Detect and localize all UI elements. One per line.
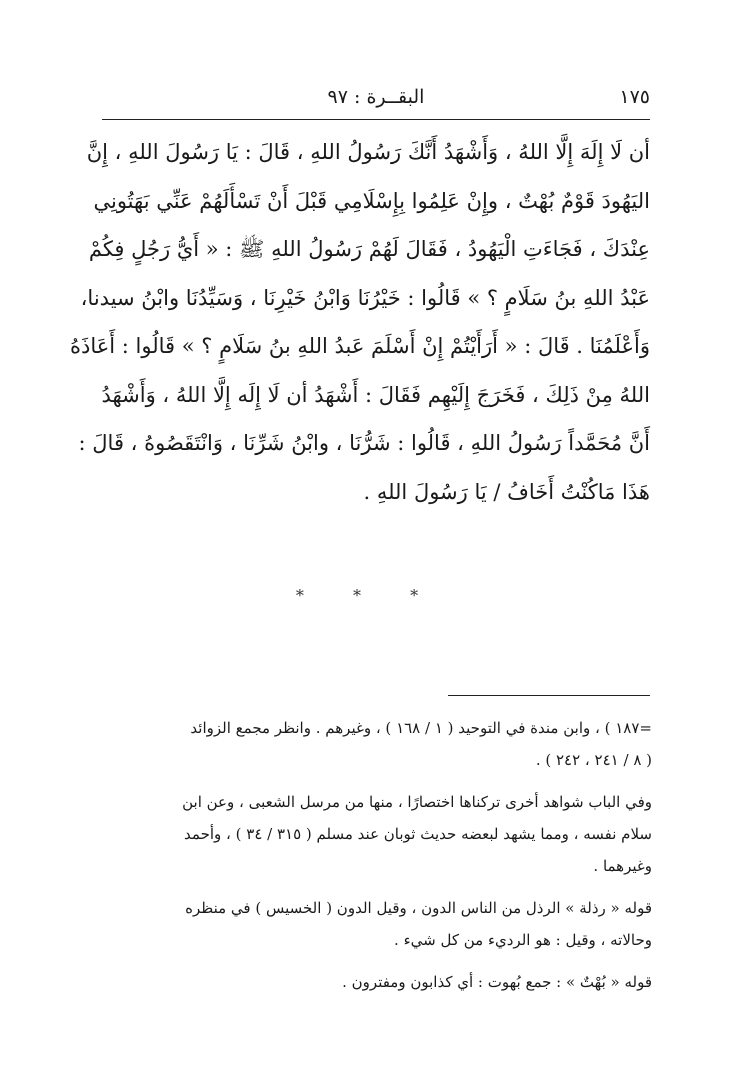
footnote-line: =١٨٧ ) ، وابن مندة في التوحيد ( ١ / ١٦٨ ) ، وغيرهم . وانظر مجمع الزوائد	[190, 719, 652, 737]
footnote-block	[100, 892, 652, 956]
surah-reference: البقــرة : ٩٧	[327, 86, 425, 108]
page-number: ١٧٥	[619, 86, 650, 108]
footnote-line: قوله « رذلة » الرذل من الناس الدون ، وقيل الدون ( الخسيس ) في منظره	[185, 899, 652, 917]
footnote-line: ( ٨ / ٢٤١ ، ٢٤٢ ) .	[535, 751, 652, 769]
footnote-block	[100, 712, 652, 776]
footnote-rule	[448, 695, 650, 696]
running-header	[102, 86, 650, 114]
footnote-block	[100, 786, 652, 882]
header-rule	[102, 119, 650, 120]
footnote-line: وغيرهما .	[593, 857, 652, 875]
footnote-line: وحالاته ، وقيل : هو الرديء من كل شيء .	[394, 931, 652, 949]
footnote-line: وفي الباب شواهد أخرى تركناها اختصارًا ، منها من مرسل الشعبى ، وعن ابن	[182, 793, 652, 811]
text-line: أن لَا إِلَهَ إِلَّا اللهُ ، وَأَشْهَدُ أَنَّكَ رَسُولُ اللهِ ، قَالَ : يَا رَسُولَ اللهِ ، إِنَّ	[86, 140, 650, 164]
main-text	[69, 128, 650, 516]
text-line: وَأَعْلَمُنَا . قَالَ : « أَرَأَيْتُمْ إِنْ أَسْلَمَ عَبدُ اللهِ بنُ سَلَامٍ ؟ » قَالُوا : أَعَاذَهُ	[69, 334, 650, 358]
text-line: عَبْدُ اللهِ بنُ سَلَامٍ ؟ » قَالُوا : خَيْرُنَا وَابْنُ خَيْرِنَا ، وَسَيِّدُنَا وابْنُ سيدنا،	[80, 285, 650, 310]
section-separator: * * *	[295, 586, 441, 605]
footnote-line: سلام نفسه ، ومما يشهد لبعضه حديث ثوبان عند مسلم ( ٣١٥ / ٣٤ ) ، وأحمد	[184, 825, 652, 843]
text-line: اللهُ مِنْ ذَلِكَ ، فَخَرَجَ إِلَيْهِم فَقَالَ : أَشْهَدُ أن لَا إِلَه إِلَّا اللهُ ، وَأَشْهَدُ	[101, 382, 650, 407]
footnote-line: قوله « بُهْتٌ » : جمع بُهوت : أي كذابون ومفترون .	[342, 973, 652, 991]
text-line: أَنَّ مُحَمَّداً رَسُولُ اللهِ ، قَالُوا : شَرُّنَا ، وابْنُ شَرِّنَا ، وَانْتَقَصُوهُ ، قَالَ :	[78, 431, 650, 455]
footnotes	[100, 712, 652, 1008]
text-line: عِنْدَكَ ، فَجَاءَتِ الْيَهُودُ ، فَقَالَ لَهُمْ رَسُولُ اللهِ ﷺ : « أَيُّ رَجُلٍ فِكُمْ	[88, 237, 650, 261]
footnote-block	[100, 966, 652, 998]
text-line: اليَهُودَ قَوْمٌ بُهْتٌ ، وإِنْ عَلِمُوا بِإِسْلَامِي قَبْلَ أَنْ تَسْأَلَهُمْ عَنِّي بَهَتُونِي	[93, 188, 650, 213]
text-line: هَذَا مَاكُنْتُ أَخَافُ / يَا رَسُولَ اللهِ .	[363, 479, 650, 504]
